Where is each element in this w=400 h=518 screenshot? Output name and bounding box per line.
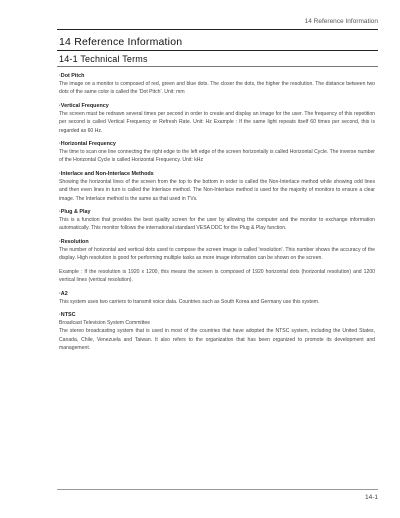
term-heading: ·Horizontal Frequency [59,141,116,148]
term-heading: ·Plug & Play [59,209,91,216]
term-heading: ·Resolution [59,238,89,245]
term-entry-resolution [59,238,375,285]
term-description: The screen must be redrawn several times per second in order to create and display an image for the user. The frequency of this repetition per second is called Vertical Frequency or Refresh Rate. Unit: Hz Example : If the same light repeats itself 60 times per second, this is regarded as 60 Hz. [59,110,375,134]
section-title: 14-1 Technical Terms [59,54,148,64]
running-header: 14 Reference Information [304,18,378,25]
page-number: 14-1 [364,494,378,501]
term-heading: ·A2 [59,290,68,297]
term-description: The image on a monitor is composed of red, green and blue dots. The closer the dots, the higher the resolution. The distance between two dots of the same color is called the 'Dot Pitch'. Unit: mm [59,81,375,96]
term-entry-horizontal-frequency [59,140,375,165]
term-entry-ntsc [59,311,375,353]
chapter-title: 14 Reference Information [59,36,183,48]
term-description: The stereo broadcasting system that is used in most of the countries that have adopted the NTSC system, including the United States, Canada, Chile, Venezuela and Taiwan. It also refers to the organization that has been organized to promote its development and management. [59,328,375,352]
term-subtitle: Broadcast Television System Committee [59,319,151,326]
term-entry-dot-pitch [59,72,375,97]
term-heading: ·Dot Pitch [59,73,85,79]
term-description: Showing the horizontal lines of the screen from the top to the bottom in order is called the Non-Interlace method while showing odd lines and then even lines in turn is called the Interlace method. The Non-Interlace method is used for the majority of monitors to ensure a clear image. The Interlace method is the same as that used in TVs. [59,178,375,202]
terms-list [59,72,375,358]
chapter-rule [57,50,378,51]
term-heading: ·Interlace and Non-Interlace Methods [59,170,154,177]
term-description: This system uses two carriers to transmit voice data. Countries such as South Korea and Germany use this system. [59,298,320,305]
term-description: This is a function that provides the best quality screen for the user by allowing the computer and the monitor to exchange information automatically. This monitor follows the international standard VESA DDC for the Plug & Play function. [59,217,375,232]
term-entry-plug-and-play [59,208,375,233]
term-entry-a2 [59,290,375,306]
top-rule [57,29,378,30]
term-heading: ·Vertical Frequency [59,102,109,109]
term-entry-interlace [59,170,375,203]
term-example: Example : If the resolution is 1920 x 1200, this means the screen is composed of 1920 horizontal dots (horizontal resolution) and 1200 vertical lines (vertical resolution). [59,268,375,284]
section-rule [57,66,378,67]
term-description: The time to scan one line connecting the right edge to the left edge of the screen horizontally is called Horizontal Cycle. The inverse number of the Horizontal Cycle is called Horizontal Frequency. Unit: kHz [59,149,375,164]
term-description: The number of horizontal and vertical dots used to compose the screen image is called 'resolution'. This number shows the accuracy of the display. High resolution is good for performing multiple tasks as more image information can be shown on the screen. [59,246,375,262]
footer-rule [57,489,378,490]
term-heading: ·NTSC [59,311,76,318]
term-entry-vertical-frequency [59,102,375,135]
